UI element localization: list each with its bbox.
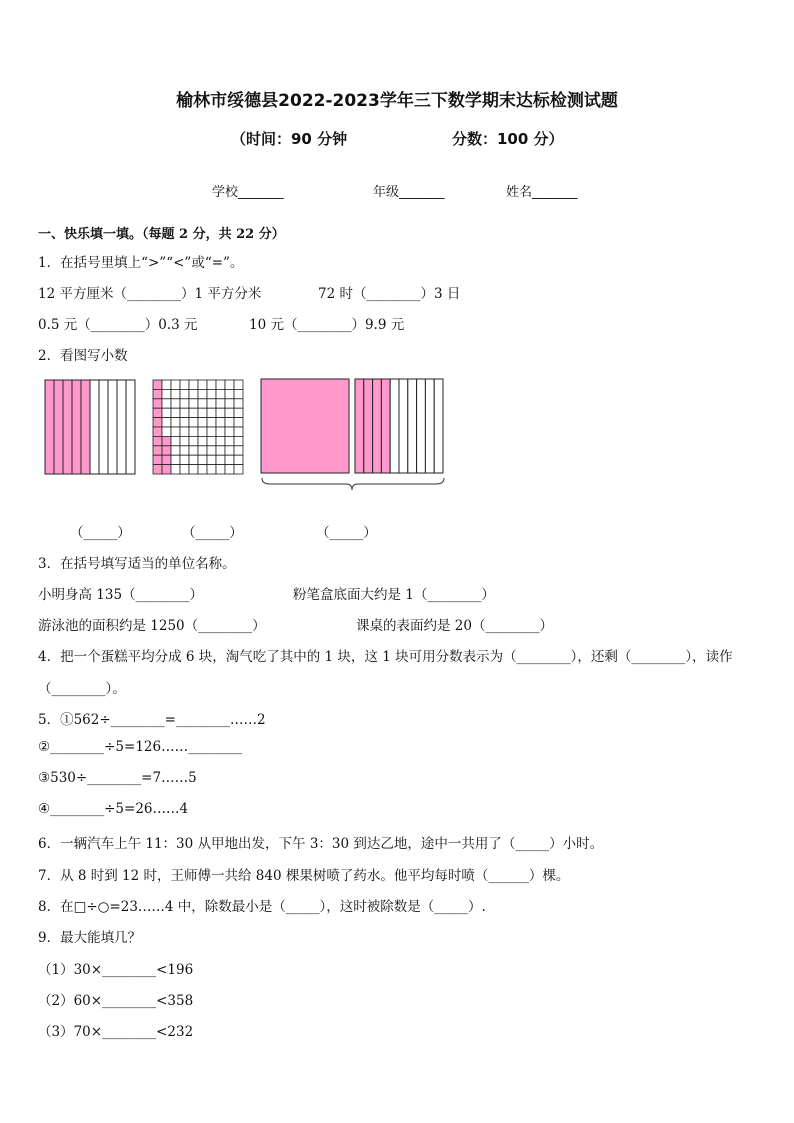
strip-cell	[381, 379, 390, 473]
grid-cell	[162, 455, 171, 464]
grid-cell	[225, 399, 234, 408]
grid-cell	[198, 427, 207, 436]
grid-cell	[225, 436, 234, 445]
strip-cell	[54, 380, 63, 474]
strip-cell	[434, 379, 443, 473]
grid-cell	[171, 399, 180, 408]
q6-text[interactable]: 6．一辆汽车上午 11：30 从甲地出发，下午 3：30 到达乙地，途中一共用了（_____）小时。	[38, 836, 604, 852]
q5-item-1[interactable]: 5．①562÷________=________……2	[38, 712, 266, 728]
figure-square-and-strips	[260, 378, 446, 494]
q9-stem: 9．最大能填几？	[38, 930, 142, 946]
grid-cell	[180, 418, 189, 427]
q1-item-d[interactable]: 10 元（________）9.9 元	[249, 317, 405, 333]
q9-item-2[interactable]: （2）60×________<358	[38, 993, 194, 1009]
grid-cell	[162, 465, 171, 474]
grid-cell	[198, 455, 207, 464]
grid-cell	[171, 389, 180, 398]
school-field[interactable]: 学校_______	[212, 185, 284, 200]
strip-cell	[408, 379, 417, 473]
grid-cell	[234, 455, 243, 464]
grid-cell	[207, 418, 216, 427]
grid-cell	[171, 380, 180, 389]
grid-cell	[198, 436, 207, 445]
q1-item-b[interactable]: 72 时（________）3 日	[318, 286, 461, 302]
grid-cell	[225, 455, 234, 464]
grid-cell	[216, 399, 225, 408]
full-square	[261, 379, 349, 473]
q9-item-3[interactable]: （3）70×________<232	[38, 1024, 194, 1040]
q8-text[interactable]: 8．在□÷○=23……4 中，除数最小是（_____），这时被除数是（_____）.	[38, 899, 486, 915]
figure-grid	[152, 379, 244, 475]
grid-cell	[216, 418, 225, 427]
grid-cell	[153, 427, 162, 436]
grid-cell	[216, 427, 225, 436]
grid-cell	[225, 465, 234, 474]
grid-cell	[189, 389, 198, 398]
q3-item-c[interactable]: 游泳池的面积约是 1250（________）	[38, 618, 266, 634]
grid-cell	[189, 418, 198, 427]
grid-cell	[198, 389, 207, 398]
grid-cell	[216, 446, 225, 455]
grid-cell	[189, 446, 198, 455]
grid-cell	[171, 455, 180, 464]
grid-cell	[162, 418, 171, 427]
grid-cell	[207, 399, 216, 408]
grid-cell	[180, 465, 189, 474]
strip-cell	[117, 380, 126, 474]
grid-cell	[198, 446, 207, 455]
strip-cell	[126, 380, 135, 474]
grid-cell	[234, 408, 243, 417]
grid-cell	[207, 446, 216, 455]
grid-cell	[180, 380, 189, 389]
score-label: 分数：100 分）	[452, 130, 564, 148]
grid-cell	[216, 380, 225, 389]
grid-cell	[153, 408, 162, 417]
grid-cell	[234, 427, 243, 436]
grid-cell	[171, 465, 180, 474]
grid-cell	[180, 436, 189, 445]
grid-cell	[234, 399, 243, 408]
q4-line-1[interactable]: 4．把一个蛋糕平均分成 6 块，淘气吃了其中的 1 块，这 1 块可用分数表示为（________），还剩（________），读作	[38, 649, 733, 665]
grid-cell	[153, 399, 162, 408]
grid-cell	[207, 380, 216, 389]
strip-cell	[81, 380, 90, 474]
grid-cell	[216, 455, 225, 464]
grid-cell	[180, 427, 189, 436]
q5-item-3[interactable]: ③530÷________=7……5	[38, 770, 197, 786]
grid-cell	[234, 380, 243, 389]
grid-cell	[198, 408, 207, 417]
grid-cell	[180, 399, 189, 408]
grid-cell	[153, 380, 162, 389]
strip-cell	[364, 379, 373, 473]
grid-cell	[225, 427, 234, 436]
q2-answer-2[interactable]: （_____）	[182, 525, 243, 541]
grid-cell	[225, 389, 234, 398]
time-label: （时间：90 分钟	[231, 130, 348, 148]
grid-cell	[189, 455, 198, 464]
q4-line-2[interactable]: （________）。	[38, 681, 126, 697]
page-title: 榆林市绥德县2022-2023学年三下数学期末达标检测试题	[176, 91, 618, 111]
grid-cell	[189, 436, 198, 445]
strip-cell	[373, 379, 382, 473]
q1-item-c[interactable]: 0.5 元（________）0.3 元	[38, 317, 198, 333]
q5-item-4[interactable]: ④________÷5=26……4	[38, 801, 189, 817]
grid-cell	[225, 418, 234, 427]
grid-cell	[189, 399, 198, 408]
grid-cell	[189, 465, 198, 474]
grid-cell	[180, 408, 189, 417]
grid-cell	[189, 408, 198, 417]
grid-cell	[162, 389, 171, 398]
grid-cell	[207, 436, 216, 445]
q7-text[interactable]: 7．从 8 时到 12 时，王师傅一共给 840 棵果树喷了药水。他平均每时喷（______）棵。	[38, 868, 570, 884]
grid-cell	[234, 446, 243, 455]
q3-stem: 3．在括号填写适当的单位名称。	[38, 556, 236, 572]
grid-cell	[162, 446, 171, 455]
grid-cell	[180, 446, 189, 455]
grid-cell	[216, 408, 225, 417]
name-field[interactable]: 姓名_______	[506, 185, 578, 200]
q1-item-a[interactable]: 12 平方厘米（________）1 平方分米	[38, 286, 262, 302]
q9-item-1[interactable]: （1）30×________<196	[38, 962, 194, 978]
grid-cell	[216, 465, 225, 474]
grid-cell	[153, 455, 162, 464]
grid-cell	[198, 465, 207, 474]
strip-cell	[399, 379, 408, 473]
strip-cell	[45, 380, 54, 474]
grid-cell	[153, 436, 162, 445]
grid-cell	[153, 418, 162, 427]
grid-cell	[207, 408, 216, 417]
grid-cell	[198, 418, 207, 427]
grid-cell	[153, 465, 162, 474]
grid-cell	[225, 380, 234, 389]
grid-cell	[153, 389, 162, 398]
grid-cell	[153, 446, 162, 455]
strip-cell	[90, 380, 99, 474]
strip-cell	[72, 380, 81, 474]
grid-cell	[225, 408, 234, 417]
grid-cell	[171, 418, 180, 427]
grid-cell	[225, 446, 234, 455]
grid-cell	[234, 436, 243, 445]
strip-cell	[63, 380, 72, 474]
grid-cell	[180, 389, 189, 398]
grid-cell	[171, 427, 180, 436]
brace	[262, 478, 444, 490]
q1-stem: 1．在括号里填上“>”“<”或“=”。	[38, 255, 244, 271]
grid-cell	[234, 418, 243, 427]
grid-cell	[162, 427, 171, 436]
section-heading: 一、快乐填一填。（每题 2 分，共 22 分）	[38, 227, 285, 242]
grid-cell	[207, 465, 216, 474]
grid-cell	[162, 408, 171, 417]
strip-cell	[390, 379, 399, 473]
grid-cell	[171, 446, 180, 455]
grid-cell	[198, 380, 207, 389]
q2-answer-3[interactable]: （_____）	[316, 525, 377, 541]
q5-item-2[interactable]: ②________÷5=126……________	[38, 739, 243, 755]
strip-cell	[425, 379, 434, 473]
grid-cell	[207, 427, 216, 436]
grid-cell	[234, 389, 243, 398]
grid-cell	[162, 380, 171, 389]
grid-cell	[198, 399, 207, 408]
q2-stem: 2．看图写小数	[38, 348, 128, 364]
grid-cell	[171, 436, 180, 445]
grid-cell	[189, 427, 198, 436]
strip-cell	[99, 380, 108, 474]
grid-cell	[207, 389, 216, 398]
grid-cell	[234, 465, 243, 474]
q3-item-b[interactable]: 粉笔盒底面大约是 1（________）	[293, 587, 495, 603]
q3-item-d[interactable]: 课桌的表面约是 20（________）	[356, 618, 553, 634]
figure-strips-1	[44, 379, 136, 475]
grid-cell	[162, 399, 171, 408]
grade-field[interactable]: 年级_______	[373, 185, 445, 200]
q2-answer-1[interactable]: （_____）	[70, 525, 131, 541]
grid-cell	[162, 436, 171, 445]
strip-cell	[108, 380, 117, 474]
strip-cell	[355, 379, 364, 473]
grid-cell	[207, 455, 216, 464]
strip-cell	[417, 379, 426, 473]
grid-cell	[180, 455, 189, 464]
grid-cell	[216, 436, 225, 445]
grid-cell	[171, 408, 180, 417]
grid-cell	[189, 380, 198, 389]
q3-item-a[interactable]: 小明身高 135（________）	[38, 587, 204, 603]
grid-cell	[216, 389, 225, 398]
